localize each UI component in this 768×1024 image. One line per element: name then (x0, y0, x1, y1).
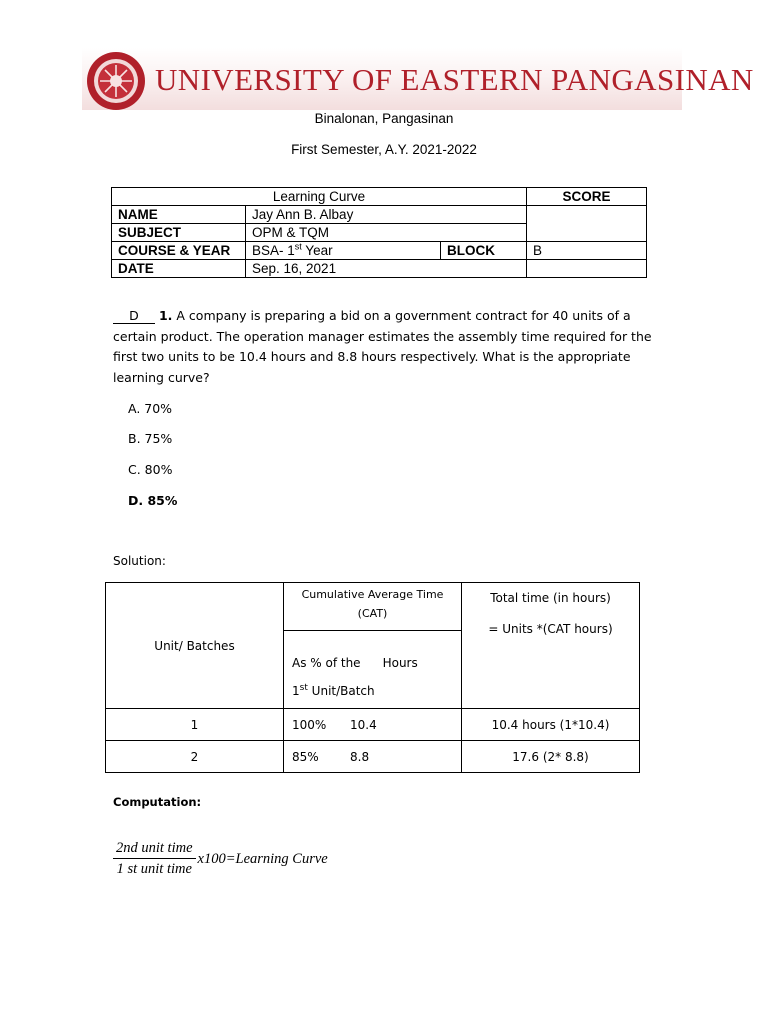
table-row: 2 85% 8.8 17.6 (2* 8.8) (106, 741, 640, 773)
table-row: 1 100% 10.4 10.4 hours (1*10.4) (106, 709, 640, 741)
pct-hours-header: As % of the Hours 1st Unit/Batch (284, 631, 462, 709)
course-year-value: BSA- 1st Year (246, 242, 441, 260)
block-value: B (527, 242, 647, 260)
option-c: C. 80% (128, 462, 173, 477)
formula-rest: x100=Learning Curve (197, 850, 328, 867)
date-value: Sep. 16, 2021 (246, 260, 527, 278)
formula-numerator: 2nd unit time (113, 840, 196, 859)
university-seal-icon (86, 51, 146, 111)
learning-curve-formula (113, 840, 328, 878)
name-label: NAME (112, 206, 246, 224)
question-number: 1. (158, 308, 173, 323)
option-d: D. 85% (128, 493, 178, 508)
subject-label: SUBJECT (112, 224, 246, 242)
name-value: Jay Ann B. Albay (246, 206, 527, 224)
subject-value: OPM & TQM (246, 224, 527, 242)
computation-label: Computation: (113, 795, 202, 809)
semester-line: First Semester, A.Y. 2021-2022 (291, 142, 477, 157)
student-info-table (111, 187, 647, 278)
question-1 (113, 306, 653, 388)
question-text: A company is preparing a bid on a government contract for 40 units of a certain product. The operation manager estimates the assembly time required for the first two units to be 10.4 hours and 8.8 hours respectively. What is the appropriate learning curve? (113, 308, 652, 385)
cat-header: Cumulative Average Time (CAT) (284, 583, 462, 631)
course-year-label: COURSE & YEAR (112, 242, 246, 260)
total-time-header: Total time (in hours) = Units *(CAT hours) (462, 583, 640, 709)
university-title: UNIVERSITY OF EASTERN PANGASINAN (155, 62, 754, 97)
location-line: Binalonan, Pangasinan (314, 111, 454, 126)
option-b: B. 75% (128, 431, 173, 446)
solution-label: Solution: (113, 554, 166, 568)
option-a: A. 70% (128, 401, 173, 416)
formula-denominator: 1 st unit time (116, 861, 192, 877)
activity-title: Learning Curve (112, 188, 527, 206)
date-label: DATE (112, 260, 246, 278)
answer-blank: D (113, 309, 155, 324)
block-label: BLOCK (441, 242, 527, 260)
score-cell (527, 206, 647, 242)
unit-batches-header: Unit/ Batches (106, 583, 284, 709)
empty-cell (527, 260, 647, 278)
solution-table (105, 582, 640, 773)
score-label: SCORE (527, 188, 647, 206)
